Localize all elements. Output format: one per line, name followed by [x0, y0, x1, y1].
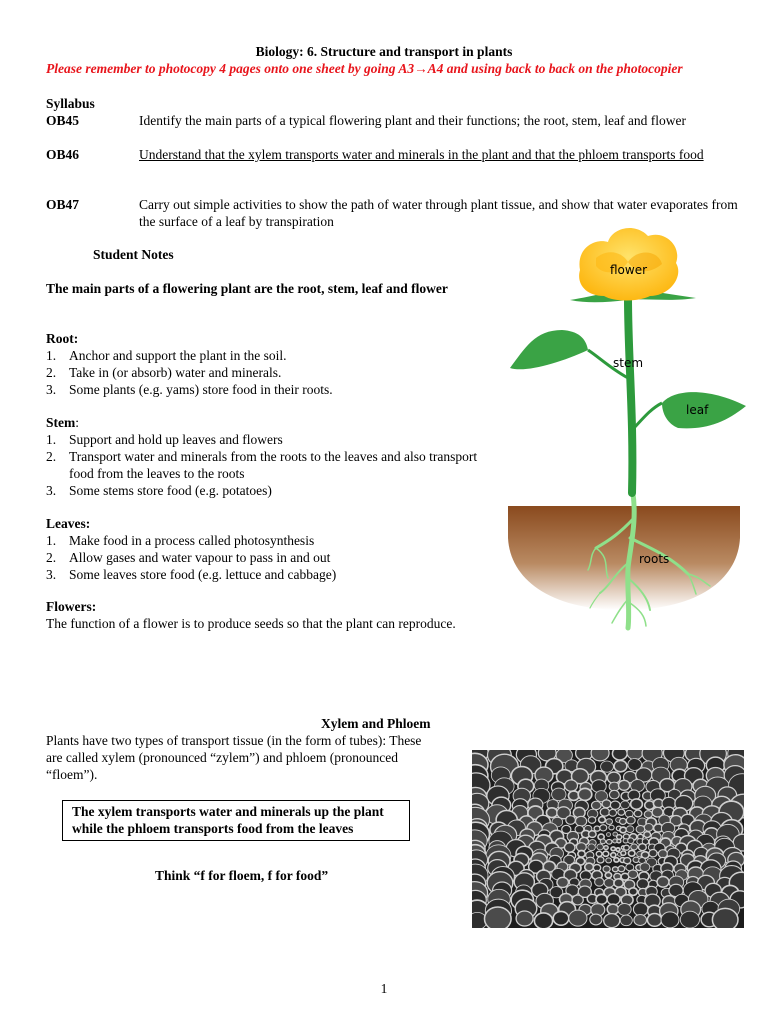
cell [639, 844, 647, 851]
cell [600, 825, 607, 831]
mnemonic-text: Think “f for floem, f for food” [155, 868, 329, 883]
cell [640, 863, 650, 872]
cell [546, 808, 557, 818]
xylem-phloem-heading: Xylem and Phloem [321, 716, 431, 731]
cell [631, 799, 643, 809]
cell [534, 913, 552, 928]
cell [605, 872, 611, 878]
cell [596, 851, 602, 856]
cell [644, 811, 652, 818]
cell [614, 760, 627, 771]
syllabus-code: OB45 [46, 113, 80, 128]
cell [614, 879, 623, 887]
cell [631, 844, 638, 850]
plant-cells [472, 750, 744, 928]
list-item: 2. Take in (or absorb) water and minerals. [46, 365, 282, 380]
cell [628, 850, 635, 856]
syllabus-code: OB47 [46, 197, 80, 212]
stem-list [46, 431, 486, 499]
syllabus-text: Understand that the xylem transports water and minerals in the plant and that the phloem transports food [139, 147, 704, 162]
cell [595, 878, 604, 886]
cell [617, 835, 622, 840]
cell [657, 877, 669, 888]
flowers-heading: Flowers: [46, 599, 97, 614]
cell [609, 825, 614, 830]
cell [626, 816, 635, 824]
cell [569, 910, 587, 926]
cell [566, 816, 576, 825]
cell [607, 904, 618, 914]
cell [603, 851, 609, 856]
cell [606, 819, 613, 825]
cell [600, 808, 609, 816]
cell [557, 877, 569, 887]
leaves-list [46, 532, 486, 583]
cell [601, 761, 614, 772]
cell [617, 839, 621, 843]
notes-intro: The main parts of a flowering plant are the root, stem, leaf and flower [46, 281, 448, 296]
root-list [46, 347, 486, 398]
cell [634, 915, 647, 926]
cell [576, 816, 587, 826]
cell [619, 780, 630, 790]
cell [637, 879, 649, 889]
cell [596, 894, 607, 904]
cell [629, 888, 638, 896]
cell [647, 914, 661, 927]
cell [572, 895, 583, 905]
cell [594, 826, 600, 831]
cell [626, 826, 634, 833]
cell [644, 832, 651, 838]
cell [609, 790, 619, 799]
cell [618, 904, 631, 916]
leaves-heading: Leaves: [46, 516, 91, 531]
flower-label: flower [610, 263, 648, 277]
cell [485, 907, 512, 928]
cell [712, 908, 738, 928]
syllabus-code: OB46 [46, 147, 80, 162]
cell [597, 857, 604, 863]
stem-label: stem [613, 356, 644, 370]
cell [628, 870, 638, 878]
list-item: 3. Some stems store food (e.g. potatoes) [46, 483, 272, 498]
cell [621, 851, 626, 855]
cell [588, 844, 596, 851]
cell [661, 912, 679, 928]
page-title: Biology: 6. Structure and transport in plants [255, 44, 513, 59]
xylem-phloem-micrograph [472, 750, 744, 928]
cell [588, 817, 596, 824]
cell [680, 911, 699, 928]
cell [618, 866, 625, 872]
cell [578, 788, 592, 800]
cell [634, 810, 642, 817]
list-item: 1. Make food in a process called photosynthesis [46, 533, 315, 548]
plant-diagram [500, 218, 750, 638]
cell [624, 858, 631, 864]
root-section [46, 330, 486, 398]
list-item: 3. Some plants (e.g. yams) store food in their roots. [46, 382, 333, 397]
cell [516, 911, 533, 926]
cell [585, 863, 594, 871]
cell [620, 827, 627, 833]
cell [568, 791, 579, 800]
stem-heading: Stem: [46, 415, 80, 430]
cell [628, 838, 634, 844]
cell [636, 825, 645, 833]
cell [614, 858, 619, 862]
cell [633, 903, 648, 916]
cell [604, 846, 608, 850]
cell [607, 894, 620, 905]
cell [602, 800, 611, 808]
soil [508, 506, 740, 610]
xylem-phloem-paragraph: Plants have two types of transport tissue (in the form of tubes): These are called xylem (pronounced “zylem”) and phloem (pronounced “floem”). [46, 733, 422, 782]
list-item: 2. Transport water and minerals from the roots to the leaves and also transport food from the leaves to the roots [46, 449, 478, 481]
stem-section [46, 414, 486, 499]
root-heading: Root: [46, 331, 79, 346]
flowers-section [46, 598, 461, 632]
cell [644, 824, 653, 832]
photocopy-warning: Please remember to photocopy 4 pages onto one sheet by going A3→A4 and using back to back on the photocopier [46, 61, 683, 76]
flowers-text: The function of a flower is to produce seeds so that the plant can reproduce. [46, 616, 456, 631]
cell [611, 847, 615, 851]
cell [606, 858, 612, 863]
cell [578, 851, 585, 858]
cell [624, 845, 630, 850]
list-item: 3. Some leaves store food (e.g. lettuce and cabbage) [46, 567, 337, 582]
cell [604, 879, 614, 888]
cell [633, 857, 639, 862]
cell [611, 853, 616, 858]
cell [620, 915, 632, 926]
cell [589, 831, 597, 838]
cell [597, 844, 604, 850]
cell [590, 914, 602, 925]
page-number: 1 [380, 981, 388, 996]
cell [565, 780, 578, 791]
syllabus-heading: Syllabus [46, 96, 95, 111]
stem [628, 298, 632, 493]
list-item: 1. Anchor and support the plant in the soil. [46, 348, 287, 363]
cell [658, 850, 667, 858]
syllabus-item-ob47 [46, 196, 738, 229]
roots-label: roots [639, 552, 670, 566]
cell [606, 833, 610, 837]
list-item: 2. Allow gases and water vapour to pass in and out [46, 550, 331, 565]
cell [610, 801, 620, 809]
cell [618, 809, 625, 815]
leaf-label: leaf [686, 403, 709, 417]
student-notes-heading: Student Notes [93, 247, 174, 262]
leaves-section [46, 515, 486, 583]
cell [621, 801, 630, 809]
cell [609, 809, 617, 816]
cell [600, 839, 605, 844]
cell [603, 866, 610, 872]
syllabus-item-ob46 [46, 146, 736, 163]
cell [591, 750, 609, 761]
syllabus-text: Identify the main parts of a typical flowering plant and their functions; the root, stem, leaf and flower [139, 113, 686, 128]
cell [620, 818, 627, 824]
xylem-summary-box: The xylem transports water and minerals up the plant while the phloem transports food from the leaves [62, 800, 410, 841]
left-leaf [510, 330, 628, 378]
cell [564, 843, 575, 852]
cell [592, 801, 602, 809]
cell [649, 850, 657, 857]
list-item: 1. Support and hold up leaves and flowers [46, 432, 283, 447]
cell [599, 817, 606, 823]
cell [616, 848, 620, 851]
syllabus-text: Carry out simple activities to show the path of water through plant tissue, and show that water evaporates from the surface of a leaf by transpiration [139, 197, 738, 229]
cell [612, 867, 618, 872]
cell [612, 750, 627, 760]
cell [553, 911, 569, 925]
cell [604, 914, 620, 928]
cell [606, 839, 612, 844]
syllabus-item-ob45 [46, 112, 736, 129]
